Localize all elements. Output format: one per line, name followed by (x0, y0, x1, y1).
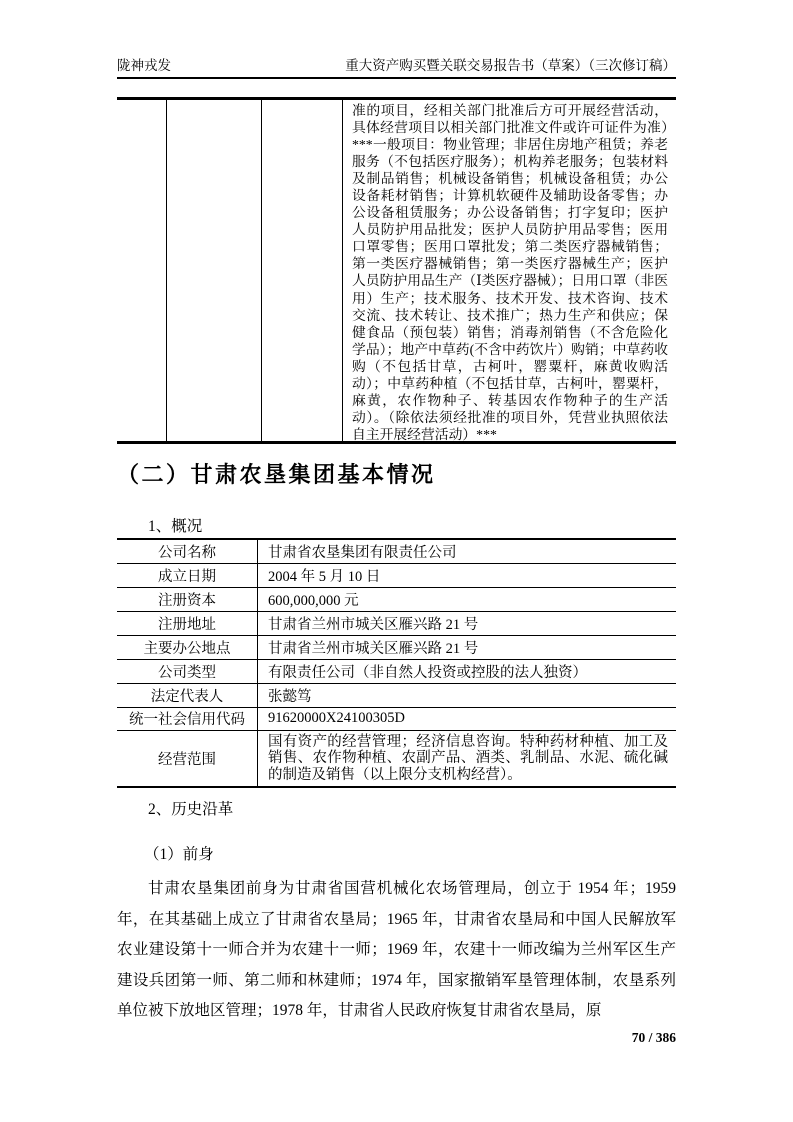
row-value: 2004 年 5 月 10 日 (268, 569, 381, 585)
company-profile-table (117, 538, 676, 788)
row-value: 91620000X24100305D (268, 710, 405, 727)
table-row (117, 684, 676, 708)
table-row (117, 540, 676, 564)
row-value: 国有资产的经营管理；经济信息咨询。特种药材种植、加工及销售、农作物种植、农副产品、酒类、乳制品、水泥、硫化碱的制造及销售（以上限分支机构经营）。 (268, 733, 668, 783)
table-cell-empty-2 (167, 100, 262, 441)
table-row (117, 612, 676, 636)
row-label: 法定代表人 (117, 684, 258, 707)
row-label: 公司名称 (117, 540, 258, 563)
row-label: 注册资本 (117, 588, 258, 611)
row-value: 甘肃省兰州市城关区雁兴路 21 号 (268, 617, 479, 633)
table-row (117, 731, 676, 787)
row-label: 经营范围 (117, 731, 258, 787)
table-row (117, 660, 676, 684)
row-value: 甘肃省农垦集团有限责任公司 (268, 545, 457, 561)
header-right-title: 重大资产购买暨关联交易报告书（草案）（三次修订稿） (345, 58, 676, 73)
page-number: 70 / 386 (631, 1030, 676, 1045)
history-paragraph: 甘肃农垦集团前身为甘肃省国营机械化农场管理局，创立于 1954 年；1959 年，在其基础上成立了甘肃省农垦局；1965 年，甘肃省农垦局和中国人民解放军农业建设第十一师合并为农建十一师；1969 年，农建十一师改编为兰州军区生产建设兵团第一师、第二师和林建师；1974 年，国家撤销军垦管理体制，农垦系列单位被下放地区管理；1978 年，甘肃省人民政府恢复甘肃省农垦局，原 (117, 880, 676, 1020)
subsection-history: 2、历史沿革 (148, 801, 234, 818)
row-value: 600,000,000 元 (268, 593, 359, 609)
subsection-predecessor: （1）前身 (144, 846, 214, 863)
row-label: 统一社会信用代码 (117, 708, 258, 730)
business-scope-table-continued (117, 97, 676, 444)
subsection-overview: 1、概况 (148, 518, 203, 535)
row-value: 张懿笃 (268, 689, 312, 705)
row-value: 甘肃省兰州市城关区雁兴路 21 号 (268, 641, 479, 657)
table-cell-empty-3 (262, 100, 343, 441)
row-label: 主要办公地点 (117, 636, 258, 659)
business-scope-text: 准的项目，经相关部门批准后方可开展经营活动，具体经营项目以相关部门批准文件或许可证件为准）***一般项目：物业管理；非居住房地产租赁；养老服务（不包括医疗服务）；机构养老服务；包装材料及制品销售；机械设备销售；机械设备租赁；办公设备耗材销售；计算机软硬件及辅助设备零售；办公设备租赁服务；办公设备销售；打字复印；医护人员防护用品批发；医护人员防护用品零售；医用口罩零售；医用口罩批发；第二类医疗器械销售；第一类医疗器械销售；第一类医疗器械生产；医护人员防护用品生产（Ⅰ类医疗器械）；日用口罩（非医用）生产；技术服务、技术开发、技术咨询、技术交流、技术转让、技术推广；热力生产和供应；保健食品（预包装）销售；消毒剂销售（不含危险化学品）；地产中草药(不含中药饮片）购销；中草药收购（不包括甘草，古柯叶，罂粟杆，麻黄收购活动）；中草药种植（不包括甘草，古柯叶，罂粟杆，麻黄，农作物种子、转基因农作物种子的生产活动）。（除依法须经批准的项目外，凭营业执照依法自主开展经营活动）*** (352, 103, 668, 442)
row-label: 成立日期 (117, 564, 258, 587)
table-row (117, 708, 676, 731)
table-cell-empty-1 (117, 100, 167, 441)
page-header (117, 48, 676, 79)
row-label: 注册地址 (117, 612, 258, 635)
row-label: 公司类型 (117, 660, 258, 683)
table-row (117, 588, 676, 612)
table-row (117, 636, 676, 660)
header-left-title: 陇神戎发 (117, 58, 171, 73)
row-value: 有限责任公司（非自然人投资或控股的法人独资） (268, 665, 587, 681)
table-row (117, 564, 676, 588)
section-heading: （二）甘肃农垦集团基本情况 (117, 462, 436, 487)
